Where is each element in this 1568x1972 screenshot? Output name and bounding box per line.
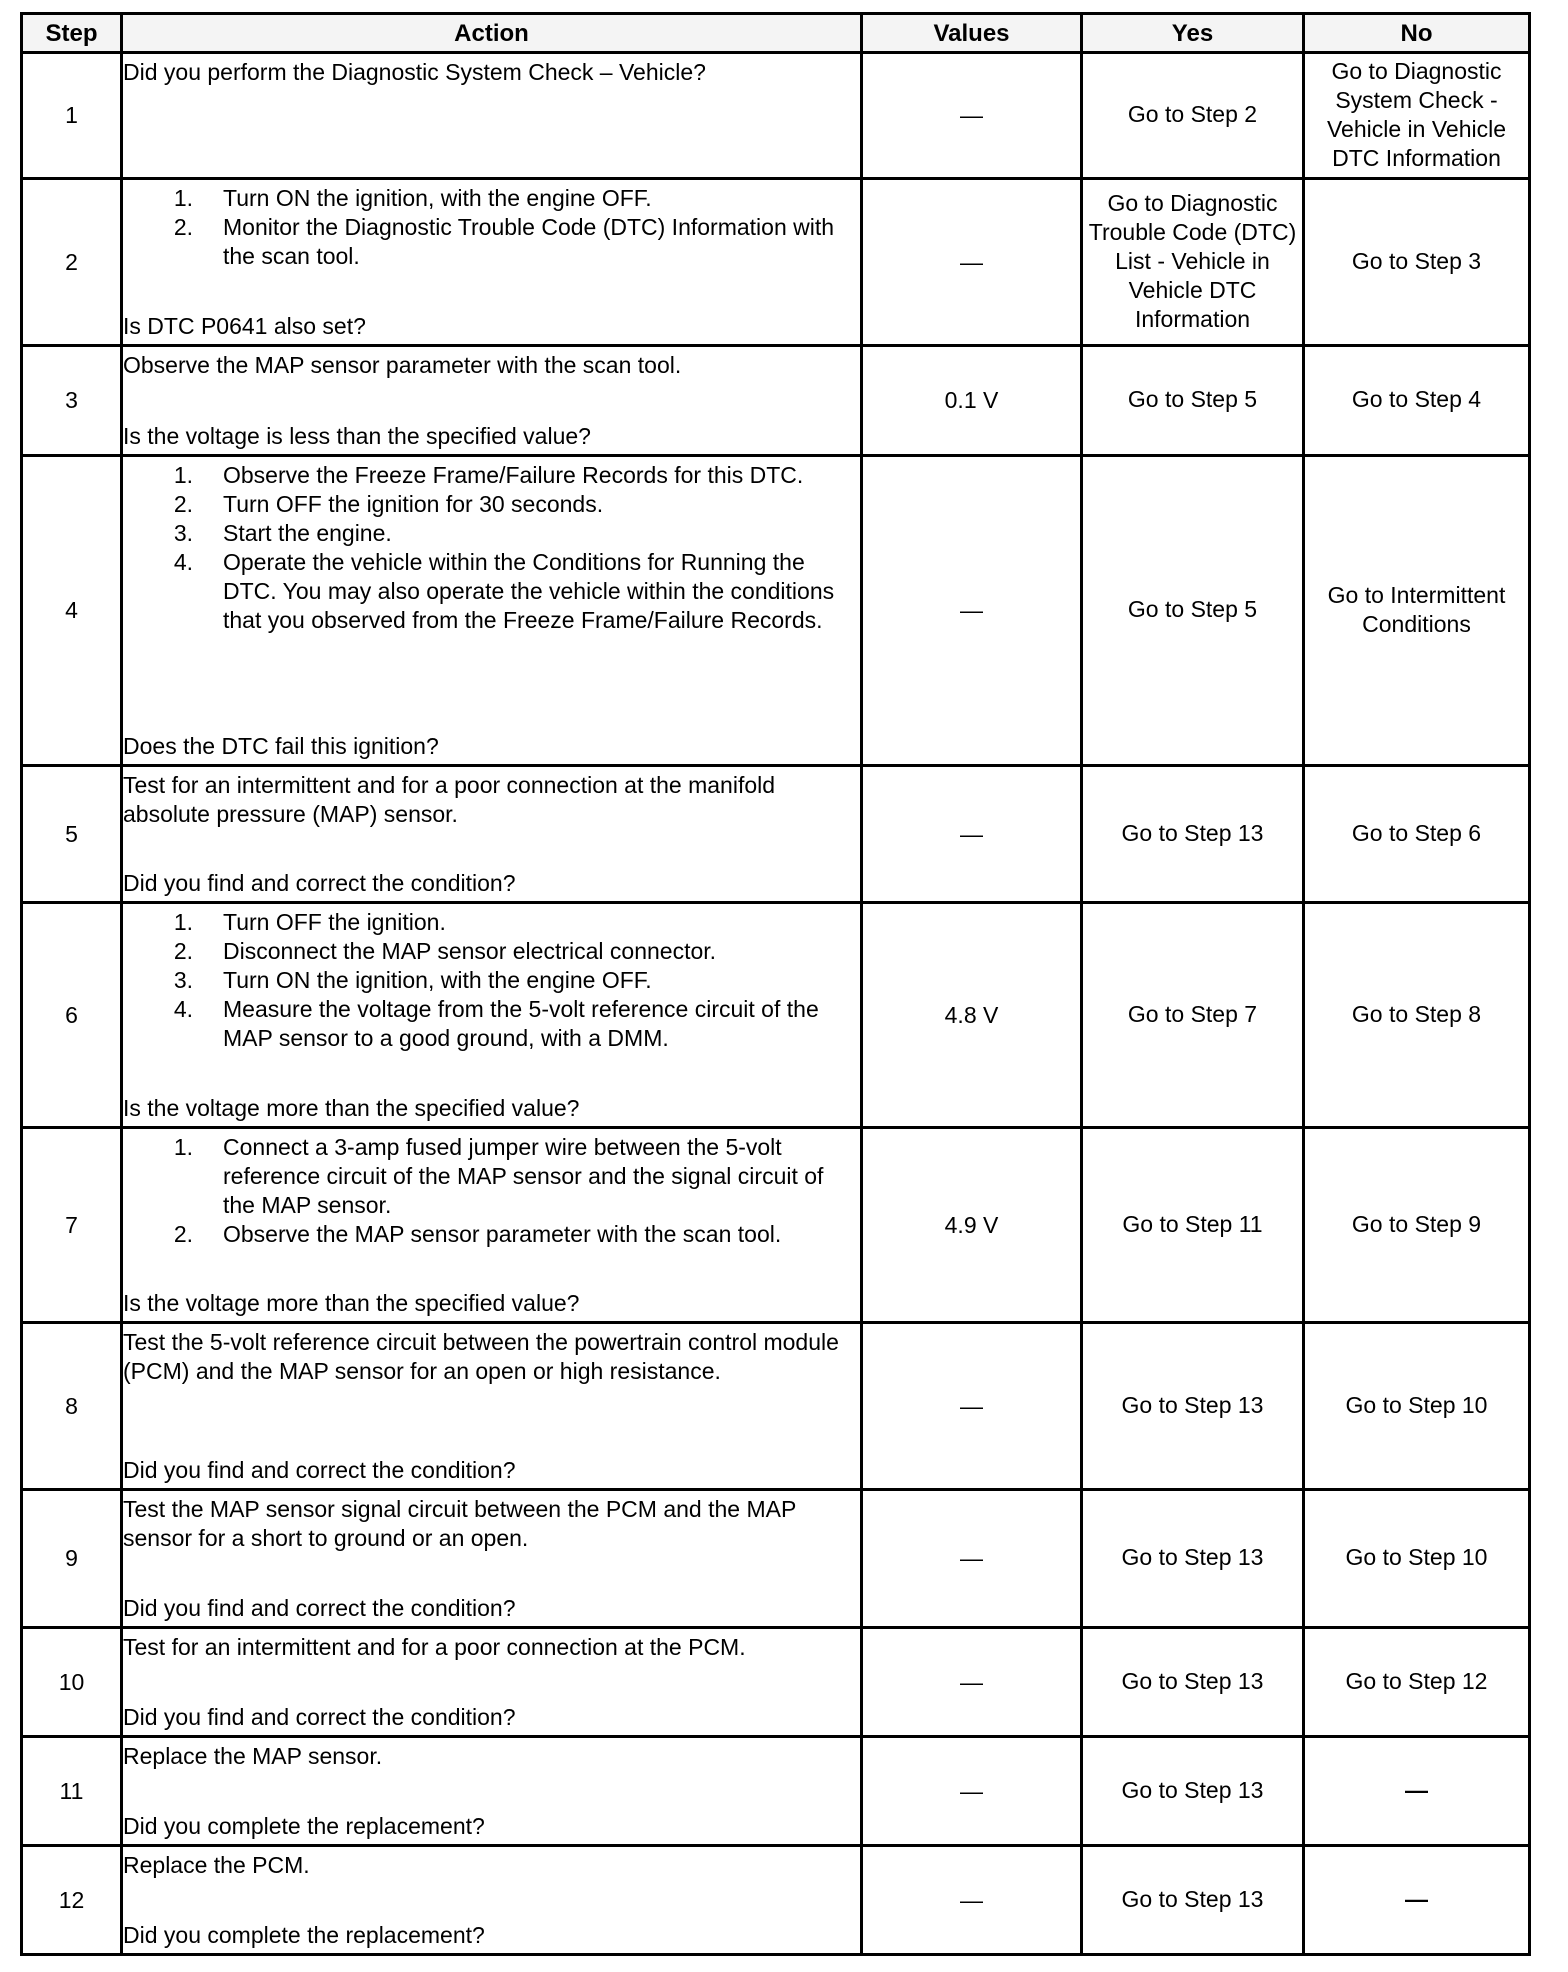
specified-value: — xyxy=(960,1777,983,1804)
action-instructions xyxy=(123,184,860,271)
table-row xyxy=(22,1846,1530,1955)
action-cell xyxy=(122,179,862,346)
table-row xyxy=(22,179,1530,346)
action-steps-list xyxy=(123,184,860,271)
action-content xyxy=(123,184,860,341)
specified-value: — xyxy=(960,1668,983,1695)
specified-value: 4.8 V xyxy=(944,1001,999,1028)
yes-action: Go to Step 13 xyxy=(1121,1391,1264,1418)
action-cell xyxy=(122,1323,862,1490)
no-action: Go to Step 4 xyxy=(1351,386,1482,412)
value-cell xyxy=(862,1323,1082,1490)
list-item-number: 1. xyxy=(173,908,193,935)
list-item-number: 2. xyxy=(173,937,193,964)
table-row xyxy=(22,1323,1530,1490)
list-item-number: 3. xyxy=(173,966,193,993)
action-steps-list xyxy=(123,1133,860,1249)
header-no: No xyxy=(1304,14,1530,53)
action-cell xyxy=(122,456,862,766)
step-number: 5 xyxy=(22,766,122,903)
action-question: Is the voltage more than the specified value? xyxy=(123,1094,580,1121)
list-item-number: 2. xyxy=(173,213,193,240)
action-instructions xyxy=(123,1633,860,1662)
table-row xyxy=(22,903,1530,1128)
action-content xyxy=(123,461,860,761)
action-text: Replace the PCM. xyxy=(123,1851,310,1878)
list-item xyxy=(123,461,860,490)
action-steps-list xyxy=(123,908,860,1053)
no-cell xyxy=(1304,1490,1530,1628)
list-item-text: Measure the voltage from the 5-volt reference circuit of the MAP sensor to a good ground, with a DMM. xyxy=(223,995,819,1051)
specified-value: — xyxy=(960,1545,983,1571)
header-step: Step xyxy=(22,14,122,53)
action-instructions xyxy=(123,1495,860,1553)
action-cell xyxy=(122,1846,862,1955)
list-item-number: 1. xyxy=(173,1133,193,1160)
step-number: 10 xyxy=(22,1628,122,1737)
action-instructions xyxy=(123,908,860,1053)
step-number: 4 xyxy=(22,456,122,766)
table-body xyxy=(22,53,1530,1955)
value-cell xyxy=(862,1628,1082,1737)
step-number: 2 xyxy=(22,179,122,346)
yes-cell xyxy=(1082,1323,1304,1490)
no-action: Go to Step 10 xyxy=(1345,1391,1488,1418)
action-cell xyxy=(122,1128,862,1323)
list-item xyxy=(123,937,860,966)
list-item-text: Observe the MAP sensor parameter with the scan tool. xyxy=(223,1220,782,1247)
yes-cell xyxy=(1082,179,1304,346)
action-question: Did you find and correct the condition? xyxy=(123,1594,516,1621)
action-instructions xyxy=(123,1742,860,1771)
action-cell xyxy=(122,1628,862,1737)
no-action: Go to Step 10 xyxy=(1345,1544,1488,1570)
specified-value: — xyxy=(960,1886,983,1913)
yes-cell xyxy=(1082,766,1304,903)
no-action: Go to Step 3 xyxy=(1351,247,1482,274)
table-row xyxy=(22,456,1530,766)
header-action: Action xyxy=(122,14,862,53)
step-number: 7 xyxy=(22,1128,122,1323)
action-instructions xyxy=(123,461,860,635)
no-action: — xyxy=(1405,1776,1428,1803)
action-instructions xyxy=(123,351,860,380)
list-item-text: Turn ON the ignition, with the engine OFF. xyxy=(223,184,652,211)
list-item xyxy=(123,213,860,271)
header-row xyxy=(22,14,1530,53)
table-row xyxy=(22,1128,1530,1323)
action-text: Replace the MAP sensor. xyxy=(123,1742,383,1769)
no-action: Go to Step 9 xyxy=(1351,1210,1482,1237)
action-cell xyxy=(122,53,862,179)
list-item xyxy=(123,995,860,1053)
step-number: 9 xyxy=(22,1490,122,1628)
list-item xyxy=(123,966,860,995)
action-text: Did you perform the Diagnostic System Check – Vehicle? xyxy=(123,58,706,85)
value-cell xyxy=(862,53,1082,179)
list-item-text: Turn OFF the ignition. xyxy=(223,908,446,935)
step-number: 8 xyxy=(22,1323,122,1490)
list-item-number: 4. xyxy=(173,995,193,1022)
yes-cell xyxy=(1082,1737,1304,1846)
action-instructions xyxy=(123,1328,860,1386)
action-question: Did you find and correct the condition? xyxy=(123,1703,516,1730)
list-item-number: 2. xyxy=(173,1220,193,1247)
yes-action: Go to Diagnostic Trouble Code (DTC) List - Vehicle in Vehicle DTC Information xyxy=(1088,189,1297,332)
action-instructions xyxy=(123,771,860,829)
action-content xyxy=(123,1633,860,1732)
table-row xyxy=(22,766,1530,903)
table-row xyxy=(22,346,1530,456)
action-content xyxy=(123,908,860,1123)
yes-action: Go to Step 13 xyxy=(1121,1776,1264,1803)
yes-action: Go to Step 11 xyxy=(1122,1210,1263,1237)
specified-value: 4.9 V xyxy=(944,1211,999,1238)
action-text: Test the 5-volt reference circuit between the powertrain control module (PCM) and the MAP sensor for an open or high resistance. xyxy=(123,1328,839,1384)
value-cell xyxy=(862,766,1082,903)
value-cell xyxy=(862,1490,1082,1628)
list-item-text: Connect a 3-amp fused jumper wire between the 5-volt reference circuit of the MAP sensor and the signal circuit of the MAP sensor. xyxy=(223,1133,824,1218)
yes-cell xyxy=(1082,1490,1304,1628)
list-item xyxy=(123,908,860,937)
no-action: Go to Step 8 xyxy=(1351,1000,1482,1027)
action-cell xyxy=(122,903,862,1128)
no-cell xyxy=(1304,53,1530,179)
yes-action: Go to Step 13 xyxy=(1121,819,1264,846)
specified-value: — xyxy=(960,597,983,623)
action-content xyxy=(123,771,860,898)
header-values: Values xyxy=(862,14,1082,53)
no-cell xyxy=(1304,1737,1530,1846)
header-yes: Yes xyxy=(1082,14,1304,53)
list-item-number: 1. xyxy=(173,461,193,488)
no-action: — xyxy=(1405,1885,1428,1912)
list-item xyxy=(123,490,860,519)
yes-action: Go to Step 13 xyxy=(1121,1544,1264,1570)
list-item-text: Turn ON the ignition, with the engine OFF. xyxy=(223,966,652,993)
no-cell xyxy=(1304,903,1530,1128)
value-cell xyxy=(862,456,1082,766)
specified-value: 0.1 V xyxy=(944,387,999,413)
action-text: Observe the MAP sensor parameter with the scan tool. xyxy=(123,351,682,378)
yes-cell xyxy=(1082,1846,1304,1955)
value-cell xyxy=(862,179,1082,346)
yes-action: Go to Step 13 xyxy=(1121,1667,1264,1694)
action-question: Did you complete the replacement? xyxy=(123,1812,485,1839)
list-item-text: Disconnect the MAP sensor electrical connector. xyxy=(223,937,717,964)
value-cell xyxy=(862,1846,1082,1955)
list-item-text: Operate the vehicle within the Conditions for Running the DTC. You may also operate the vehicle within the conditions that you observed from the Freeze Frame/Failure Records. xyxy=(223,548,835,633)
action-question: Is the voltage more than the specified value? xyxy=(123,1289,580,1316)
yes-action: Go to Step 5 xyxy=(1127,596,1258,622)
list-item-text: Turn OFF the ignition for 30 seconds. xyxy=(223,490,604,517)
list-item xyxy=(123,1133,860,1220)
action-content xyxy=(123,1742,860,1841)
no-cell xyxy=(1304,1323,1530,1490)
list-item xyxy=(123,519,860,548)
action-instructions xyxy=(123,1133,860,1249)
action-question: Does the DTC fail this ignition? xyxy=(123,732,439,759)
action-instructions xyxy=(123,1851,860,1880)
action-content xyxy=(123,1851,860,1950)
list-item-number: 1. xyxy=(173,184,193,211)
yes-action: Go to Step 2 xyxy=(1127,101,1258,127)
no-action: Go to Step 12 xyxy=(1345,1667,1488,1694)
step-number: 12 xyxy=(22,1846,122,1955)
action-cell xyxy=(122,1490,862,1628)
list-item-number: 4. xyxy=(173,548,193,575)
diagnostic-table xyxy=(20,12,1531,1956)
step-number: 6 xyxy=(22,903,122,1128)
value-cell xyxy=(862,903,1082,1128)
yes-cell xyxy=(1082,53,1304,179)
step-number: 1 xyxy=(22,53,122,179)
no-cell xyxy=(1304,1128,1530,1323)
action-text: Test for an intermittent and for a poor connection at the PCM. xyxy=(123,1633,746,1660)
list-item-number: 3. xyxy=(173,519,193,546)
list-item xyxy=(123,548,860,635)
no-action: Go to Step 6 xyxy=(1351,819,1482,846)
action-cell xyxy=(122,346,862,456)
no-cell xyxy=(1304,1846,1530,1955)
no-cell xyxy=(1304,766,1530,903)
action-question: Is DTC P0641 also set? xyxy=(123,312,366,339)
yes-action: Go to Step 7 xyxy=(1127,1000,1258,1027)
no-cell xyxy=(1304,1628,1530,1737)
table-row xyxy=(22,1737,1530,1846)
no-cell xyxy=(1304,456,1530,766)
action-text: Test for an intermittent and for a poor connection at the manifold absolute pressure (MAP) sensor. xyxy=(123,771,776,827)
specified-value: — xyxy=(960,102,983,128)
action-question: Did you complete the replacement? xyxy=(123,1921,485,1948)
action-content xyxy=(123,351,860,451)
step-number: 3 xyxy=(22,346,122,456)
action-text: Test the MAP sensor signal circuit between the PCM and the MAP sensor for a short to ground or an open. xyxy=(123,1495,796,1551)
no-cell xyxy=(1304,346,1530,456)
specified-value: — xyxy=(960,248,983,275)
action-question: Did you find and correct the condition? xyxy=(123,869,516,896)
action-content xyxy=(123,1495,860,1623)
list-item-text: Start the engine. xyxy=(223,519,392,546)
table-row xyxy=(22,1628,1530,1737)
list-item xyxy=(123,1220,860,1249)
list-item-number: 2. xyxy=(173,490,193,517)
yes-cell xyxy=(1082,456,1304,766)
action-content xyxy=(123,1328,860,1485)
action-cell xyxy=(122,1737,862,1846)
value-cell xyxy=(862,1128,1082,1323)
yes-cell xyxy=(1082,1628,1304,1737)
list-item xyxy=(123,184,860,213)
action-instructions xyxy=(123,58,860,87)
no-cell xyxy=(1304,179,1530,346)
action-question: Did you find and correct the condition? xyxy=(123,1456,516,1483)
value-cell xyxy=(862,346,1082,456)
specified-value: — xyxy=(960,820,983,847)
step-number: 11 xyxy=(22,1737,122,1846)
specified-value: — xyxy=(960,1392,983,1419)
action-content xyxy=(123,1133,860,1318)
yes-cell xyxy=(1082,1128,1304,1323)
action-cell xyxy=(122,766,862,903)
yes-action: Go to Step 5 xyxy=(1127,386,1258,412)
no-action: Go to Diagnostic System Check - Vehicle in Vehicle DTC Information xyxy=(1326,57,1506,171)
yes-action: Go to Step 13 xyxy=(1121,1885,1264,1912)
action-content xyxy=(123,58,860,174)
value-cell xyxy=(862,1737,1082,1846)
action-steps-list xyxy=(123,461,860,635)
action-question: Is the voltage is less than the specified value? xyxy=(123,422,591,449)
yes-cell xyxy=(1082,346,1304,456)
list-item-text: Observe the Freeze Frame/Failure Records for this DTC. xyxy=(223,461,804,488)
no-action: Go to Intermittent Conditions xyxy=(1327,581,1506,637)
yes-cell xyxy=(1082,903,1304,1128)
table-row xyxy=(22,1490,1530,1628)
list-item-text: Monitor the Diagnostic Trouble Code (DTC) Information with the scan tool. xyxy=(223,213,835,269)
table-row xyxy=(22,53,1530,179)
